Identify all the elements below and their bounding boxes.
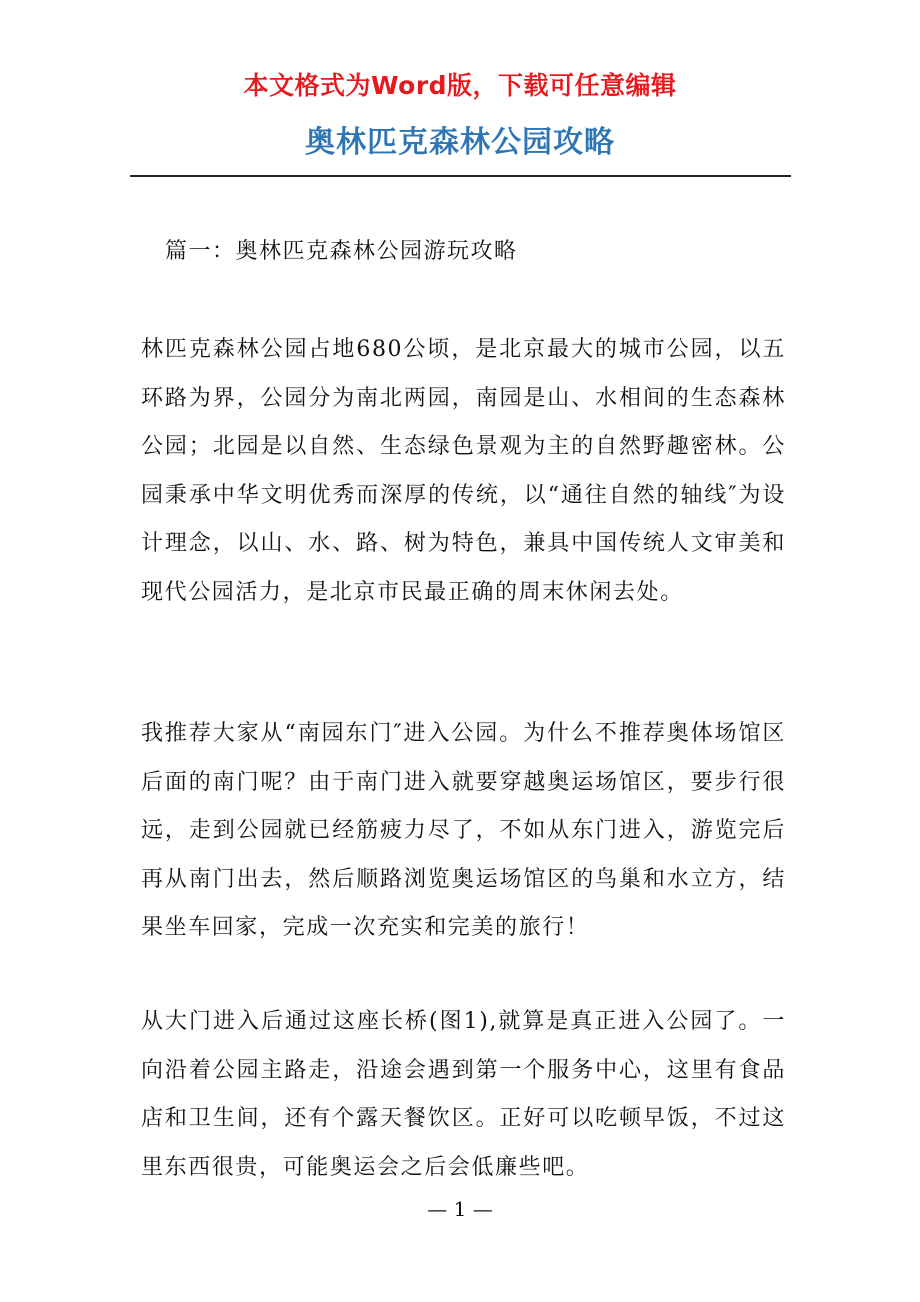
body-paragraph-1: 林匹克森林公园占地680公顷，是北京最大的城市公园，以五环路为界，公园分为南北两园，南园是山、水相间的生态森林公园；北园是以自然、生态绿色景观为主的自然野趣密林。公园秉承中华文明优秀而深厚的传统，以“通往自然的轴线″为设计理念，以山、水、路、树为特色，兼具中国传统人文审美和现代公园活力，是北京市民最正确的周末休闲去处。 [141, 337, 786, 605]
body-paragraph-2: 我推荐大家从“南园东门″进入公园。为什么不推荐奥体场馆区后面的南门呢？由于南门进入就要穿越奥运场馆区，要步行很远，走到公园就已经筋疲力尽了，不如从东门进入，游览完后再从南门出去，然后顺路浏览奥运场馆区的鸟巢和水立方，结果坐车回家，完成一次充实和完美的旅行！ [141, 721, 786, 940]
section-heading: 篇一：奥林匹克森林公园游玩攻略 [165, 239, 518, 264]
page-number: — 1 — [427, 1197, 493, 1221]
title-divider [130, 175, 791, 177]
document-title: 奥林匹克森林公园攻略 [305, 125, 615, 160]
body-paragraph-3: 从大门进入后通过这座长桥(图1),就算是真正进入公园了。一向沿着公园主路走，沿途会遇到第一个服务中心，这里有食品店和卫生间，还有个露天餐饮区。正好可以吃顿早饭，不过这里东西很贵，可能奥运会之后会低廉些吧。 [141, 1009, 786, 1180]
format-notice-banner: 本文格式为Word版，下载可任意编辑 [243, 71, 677, 100]
